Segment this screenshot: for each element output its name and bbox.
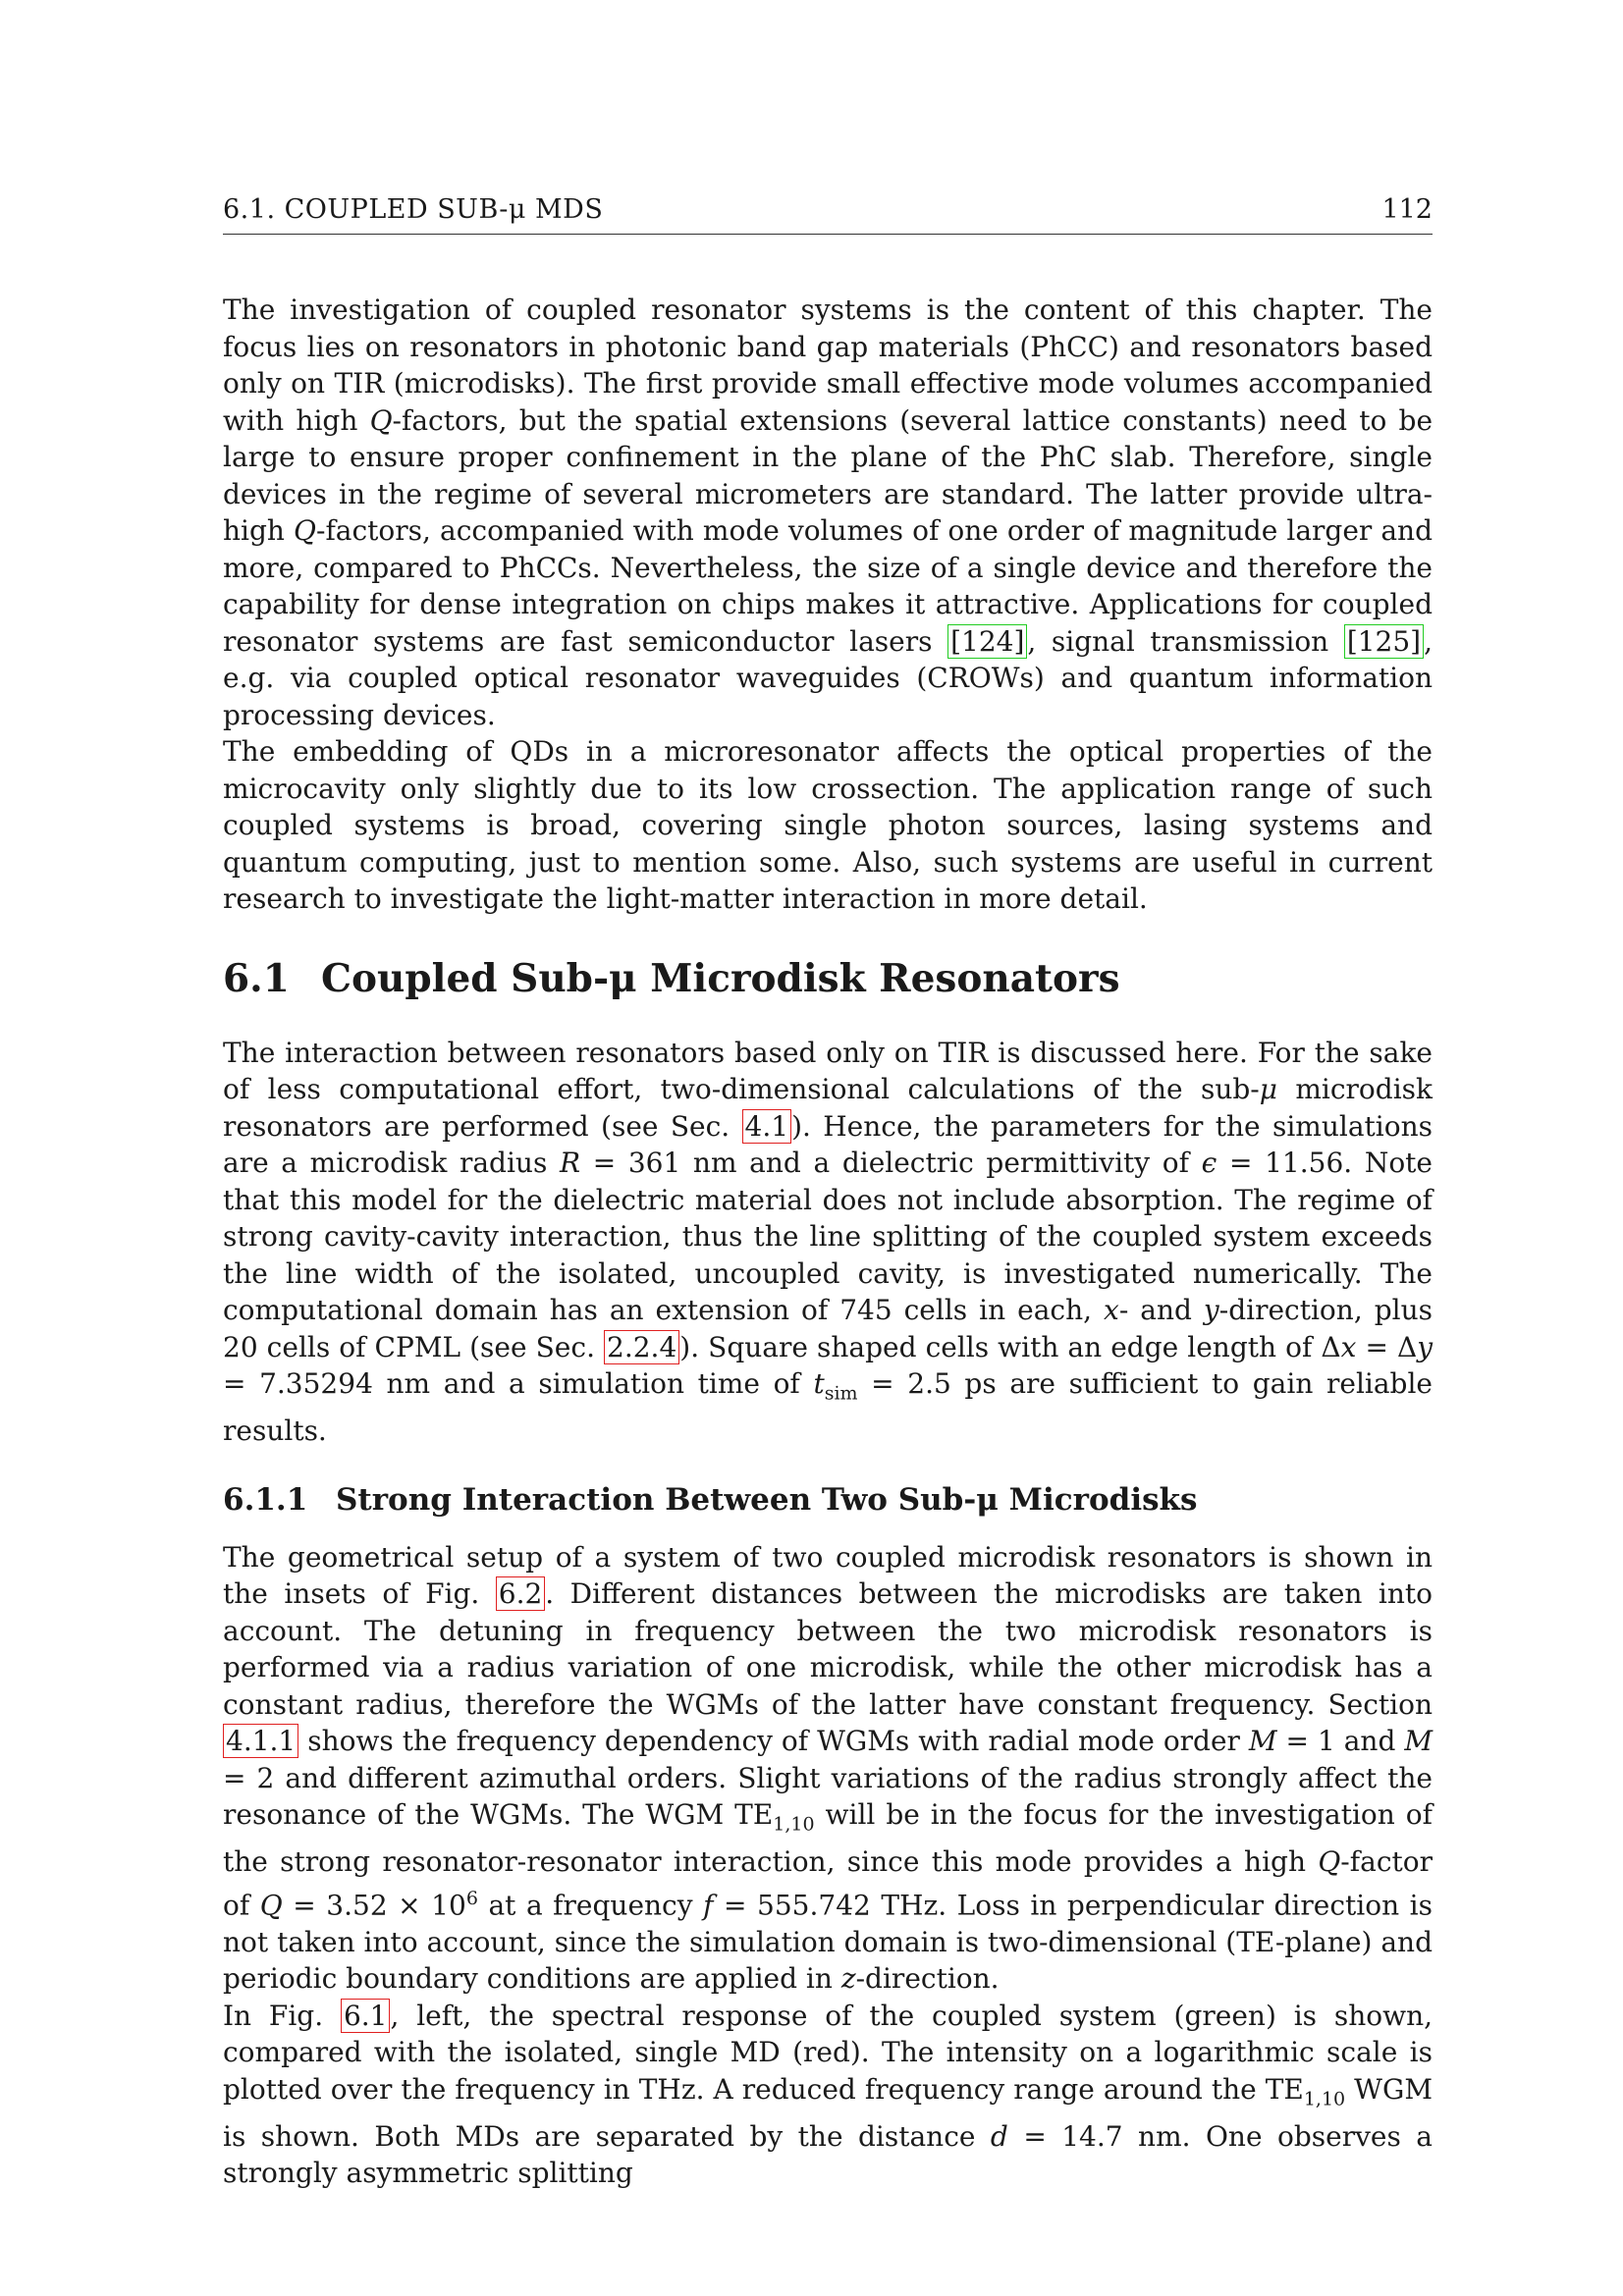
math-var: z xyxy=(840,1962,856,1996)
text-run: , e.g. via coupled optical resonator waveguides (CROWs) and quantum information processing devices. xyxy=(223,624,1434,731)
math-var: Q xyxy=(1318,1845,1341,1879)
text-run: -direction. xyxy=(855,1962,1000,1996)
text-run: , left, the spectral response of the coupled system (green) is shown, compared with the isolated, single MD (red). The intensity on a logarithmic scale is plotted over the frequency in THz. A reduced frequency range around the TE xyxy=(223,1999,1433,2106)
math-var: f xyxy=(703,1889,714,1922)
math-var: Q xyxy=(369,403,393,437)
section-link-4-1[interactable]: 4.1 xyxy=(742,1109,792,1144)
text-run: ). Square shaped cells with an edge length of Δ xyxy=(679,1330,1341,1363)
math-var: M xyxy=(1404,1725,1434,1758)
math-var: d xyxy=(990,2119,1008,2153)
text-run: = 7.35294 nm and a simulation time of xyxy=(223,1367,814,1400)
subsection-paragraph-2 xyxy=(223,1998,1433,2192)
text-run: = 361 nm and a dielectric permittivity of xyxy=(580,1147,1202,1179)
math-var: μ xyxy=(1259,1073,1277,1105)
text-run: The investigation of coupled resonator systems is the content of this chapter. The focus lies on resonators in photonic band gap materials (PhCC) and resonators based only on TIR (microdisks). The first provide small effective mode volumes accompanied with high xyxy=(223,294,1433,437)
math-var: t xyxy=(813,1367,825,1400)
math-var: x xyxy=(1340,1330,1357,1363)
math-subscript: 1,10 xyxy=(773,1813,815,1836)
text-run: WGM is shown. Both MDs are separated by the distance xyxy=(223,2072,1433,2153)
text-run: microdisk resonators are performed (see Sec. xyxy=(223,1073,1433,1143)
subsection-title: Strong Interaction Between Two Sub-μ Microdisks xyxy=(336,1481,1198,1518)
text-run: The geometrical setup of a system of two coupled microdisk resonators is shown in the insets of Fig. xyxy=(223,1540,1433,1611)
section-heading xyxy=(223,956,1433,1001)
subsection-heading xyxy=(223,1482,1433,1518)
text-run: shows the frequency dependency of WGMs with radial mode order xyxy=(298,1725,1249,1758)
subsection-number: 6.1.1 xyxy=(223,1481,308,1518)
text-run: The interaction between resonators based only on TIR is discussed here. For the sake of less computational effort, two-dimensional calculations of the sub- xyxy=(223,1036,1433,1105)
text-run: -factors, but the spatial extensions (several lattice constants) need to be large to ensure proper confinement in the plane of the PhC slab. Therefore, single devices in the regime of several micrometers are standard. The latter provide ultra-high xyxy=(223,403,1434,547)
text-run: = 555.742 THz. Loss in perpendicular direction is not taken into account, since the simulation domain is two-dimensional (TE-plane) and periodic boundary conditions are applied in xyxy=(223,1889,1433,1996)
math-var: R xyxy=(559,1147,581,1179)
section-number: 6.1 xyxy=(223,955,290,1001)
math-var: y xyxy=(1203,1294,1219,1326)
text-run: . Different distances between the microdisks are taken into account. The detuning in frequency between the two microdisk resonators is performed via a radius variation of one microdisk, while the other microdisk has a constant radius, therefore the WGMs of the latter have constant frequency. Section xyxy=(223,1577,1434,1721)
math-subscript: sim xyxy=(824,1382,858,1405)
page-number: 112 xyxy=(1381,194,1433,225)
math-subscript: 1,10 xyxy=(1303,2088,1346,2110)
running-header-title: 6.1. COUPLED SUB-μ MDS xyxy=(223,194,604,225)
section-title: Coupled Sub-μ Microdisk Resonators xyxy=(321,955,1120,1001)
running-header xyxy=(223,194,1433,235)
figure-link-6-1[interactable]: 6.1 xyxy=(341,1999,391,2033)
section-link-4-1-1[interactable]: 4.1.1 xyxy=(223,1724,298,1758)
text-run: -factors, accompanied with mode volumes of one order of magnitude larger and more, compared to PhCCs. Nevertheless, the size of a single device and therefore the capability for dense integration on chips makes it attractive. Applications for coupled resonator systems are fast semiconductor lasers xyxy=(223,514,1433,658)
text-run: = 2.5 ps are sufficient to gain reliable results. xyxy=(223,1367,1433,1448)
text-run: In Fig. xyxy=(223,1999,341,2032)
intro-paragraph-2: The embedding of QDs in a microresonator affects the optical properties of the microcavity only slightly due to its low crossection. The application range of such coupled systems is broad, covering single photon sources, lasing systems and quantum computing, just to mention some. Also, such systems are useful in current research to investigate the light-matter interaction in more detail. xyxy=(223,735,1433,915)
text-run: = Δ xyxy=(1356,1330,1418,1363)
section-paragraph-1 xyxy=(223,1035,1433,1450)
figure-link-6-2[interactable]: 6.2 xyxy=(496,1576,546,1611)
math-var: ϵ xyxy=(1201,1147,1217,1179)
citation-link-125[interactable]: [125] xyxy=(1344,624,1424,659)
text-run: -direction, plus 20 cells of CPML (see Sec. xyxy=(223,1294,1433,1363)
text-run: = 2 and different azimuthal orders. Slight variations of the radius strongly affect the resonance of the WGMs. The WGM TE xyxy=(223,1761,1433,1832)
math-var: M xyxy=(1248,1725,1277,1758)
subsection-paragraph-1 xyxy=(223,1539,1433,1998)
text-run: = 14.7 nm. One observes a strongly asymmetric splitting xyxy=(223,2119,1434,2190)
text-run: ). Hence, the parameters for the simulations are a microdisk radius xyxy=(223,1109,1433,1179)
text-run: = 1 and xyxy=(1276,1725,1405,1758)
math-var: y xyxy=(1417,1330,1434,1363)
math-superscript: 6 xyxy=(465,1887,478,1909)
math-var: x xyxy=(1104,1294,1119,1326)
section-link-2-2-4[interactable]: 2.2.4 xyxy=(604,1330,679,1364)
intro-paragraph-1 xyxy=(223,292,1433,733)
text-run: = 11.56. Note that this model for the dielectric material does not include absorption. The regime of strong cavity-cavity interaction, thus the line splitting of the coupled system exceeds the line width of the isolated, uncoupled cavity, is investigated numerically. The computational domain has an extension of 745 cells in each, xyxy=(223,1147,1433,1326)
math-var: Q xyxy=(294,514,316,547)
citation-link-124[interactable]: [124] xyxy=(947,624,1027,659)
text-run: , signal transmission xyxy=(1027,624,1344,658)
text-run: - and xyxy=(1118,1294,1204,1326)
text-run: = 3.52 × 10 xyxy=(282,1889,466,1922)
text-run: -factor of xyxy=(223,1845,1433,1922)
text-run: at a frequency xyxy=(477,1889,704,1922)
text-run: will be in the focus for the investigation of the strong resonator-resonator interaction, since this mode provides a high xyxy=(223,1798,1433,1879)
page-body xyxy=(223,292,1433,2192)
math-var: Q xyxy=(259,1889,283,1922)
